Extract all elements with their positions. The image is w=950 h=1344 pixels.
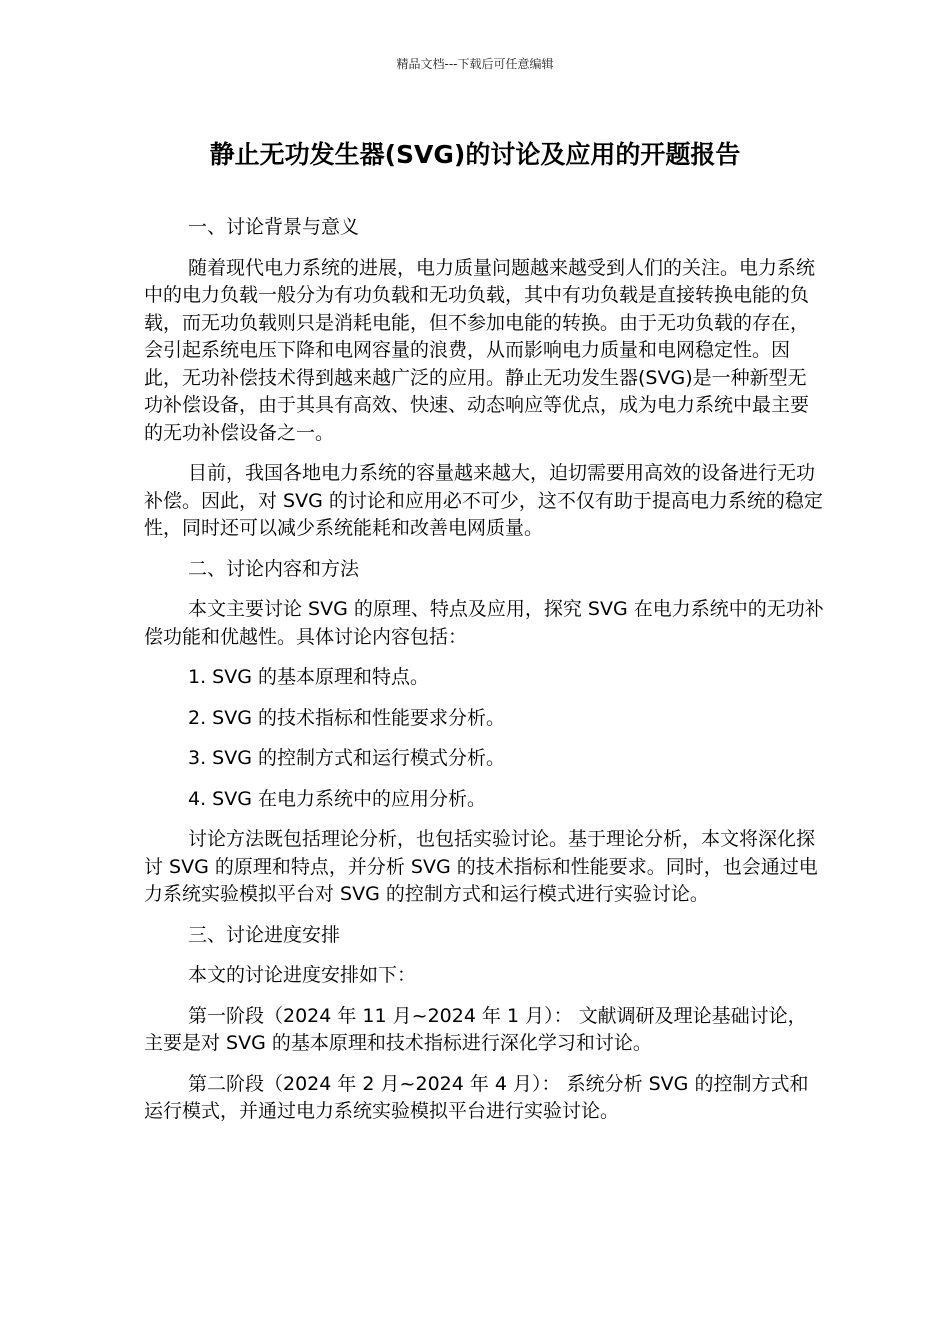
- header-note: 精品文档---下载后可任意编辑: [396, 57, 554, 71]
- list-item: 1. SVG 的基本原理和特点。: [188, 666, 429, 688]
- document-title: 静止无功发生器(SVG)的讨论及应用的开题报告: [209, 140, 741, 169]
- section-heading-content-methods: 二、讨论内容和方法: [188, 557, 360, 580]
- list-item: 4. SVG 在电力系统中的应用分析。: [188, 787, 486, 810]
- list-item: 2. SVG 的技术指标和性能要求分析。: [188, 706, 505, 729]
- list-item: 3. SVG 的控制方式和运行模式分析。: [188, 747, 505, 769]
- paragraph-schedule-intro: 本文的讨论进度安排如下：: [188, 964, 417, 986]
- section-heading-background: 一、讨论背景与意义: [188, 216, 360, 238]
- paragraph-schedule-phase-1: 第一阶段（2024 年 11 月~2024 年 1 月）： 文献调研及理论基础讨论，主要是对 SVG 的基本原理和技术指标进行深化学习和讨论。: [144, 1004, 807, 1054]
- paragraph-content-intro: 本文主要讨论 SVG 的原理、特点及应用，探究 SVG 在电力系统中的无功补偿功能和优越性。具体讨论内容包括：: [144, 598, 824, 648]
- paragraph-background-1: 随着现代电力系统的进展，电力质量问题越来越受到人们的关注。电力系统中的电力负载一般分为有功负载和无功负载，其中有功负载是直接转换电能的负载，而无功负载则只是消耗电能，但不参加电能的转换。由于无功负载的存在，会引起系统电压下降和电网容量的浪费，从而影响电力质量和电网稳定性。因此，无功补偿技术得到越来越广泛的应用。静止无功发生器(SVG)是一种新型无功补偿设备，由于其具有高效、快速、动态响应等优点，成为电力系统中最主要的无功补偿设备之一。: [144, 256, 816, 444]
- paragraph-background-2: 目前，我国各地电力系统的容量越来越大，迫切需要用高效的设备进行无功补偿。因此，对 SVG 的讨论和应用必不可少，这不仅有助于提高电力系统的稳定性，同时还可以减少系统能耗和改善电网质量。: [144, 462, 823, 539]
- section-heading-schedule: 三、讨论进度安排: [188, 923, 341, 946]
- paragraph-methods: 讨论方法既包括理论分析，也包括实验讨论。基于理论分析，本文将深化探讨 SVG 的原理和特点，并分析 SVG 的技术指标和性能要求。同时，也会通过电力系统实验模拟平台对 SVG 的控制方式和运行模式进行实验讨论。: [144, 828, 818, 905]
- paragraph-schedule-phase-2: 第二阶段（2024 年 2 月~2024 年 4 月）： 系统分析 SVG 的控制方式和运行模式，并通过电力系统实验模拟平台进行实验讨论。: [144, 1072, 809, 1122]
- document-body: [144, 214, 824, 1139]
